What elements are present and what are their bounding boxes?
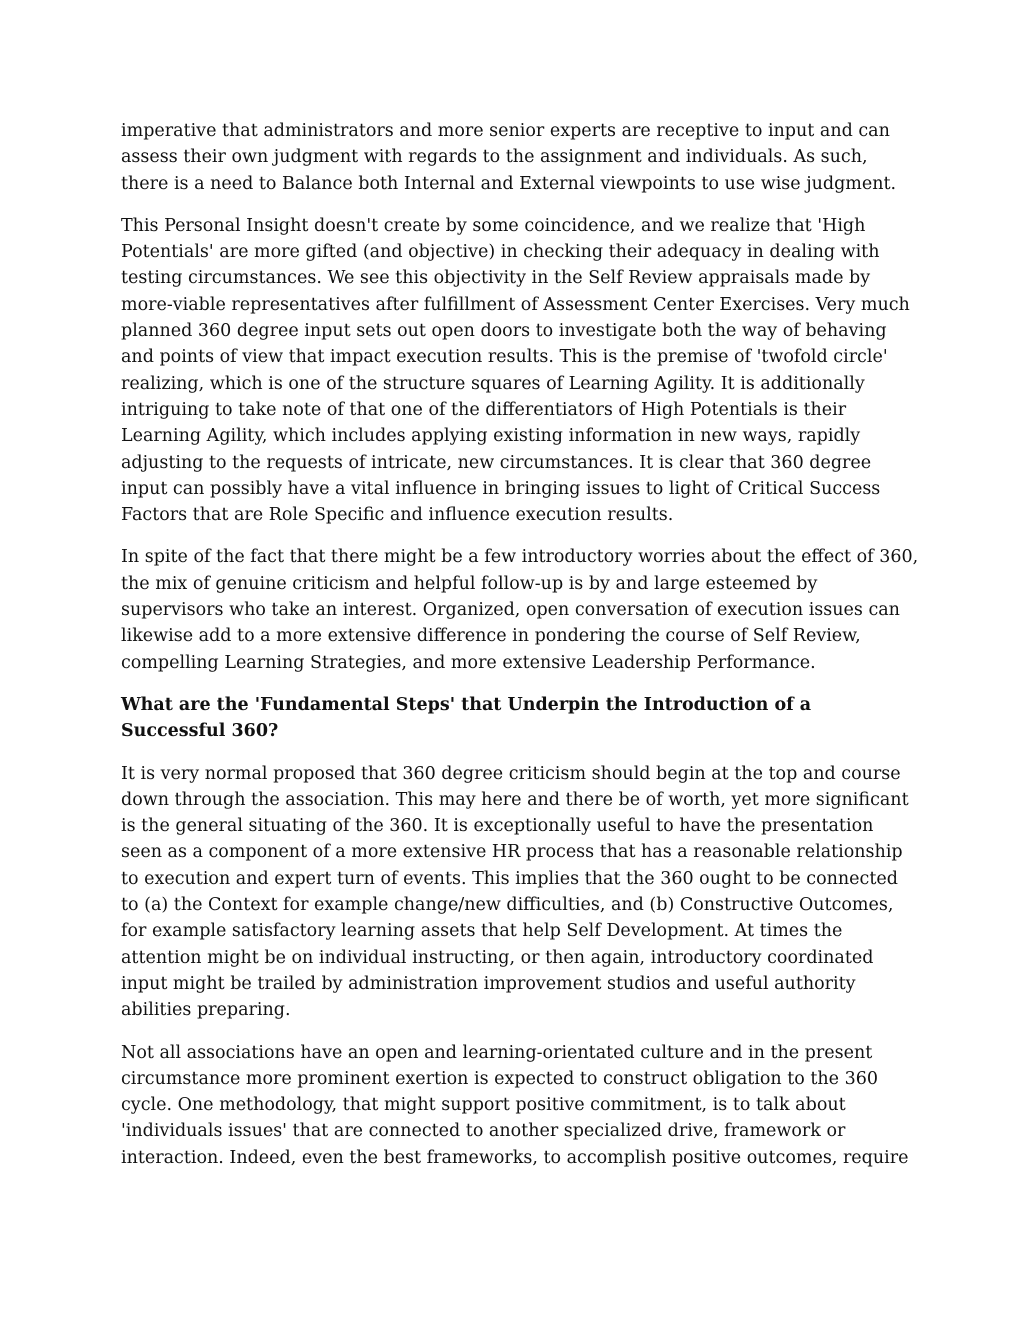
text-line: Successful 360? <box>121 721 279 742</box>
text-line: intriguing to take note of that one of the differentiators of High Potentials is their <box>121 399 847 420</box>
text-line: and points of view that impact execution results. This is the premise of 'twofold circle' <box>121 347 888 368</box>
text-line: 'individuals issues' that are connected to another specialized drive, framework or <box>121 1121 846 1142</box>
text-line: to (a) the Context for example change/new difficulties, and (b) Constructive Outcomes, <box>121 895 894 916</box>
text-line: interaction. Indeed, even the best frameworks, to accomplish positive outcomes, require <box>121 1147 909 1168</box>
text-line: Learning Agility, which includes applying existing information in new ways, rapidly <box>121 426 861 447</box>
text-line: cycle. One methodology, that might support positive commitment, is to talk about <box>121 1095 846 1116</box>
text-line: Not all associations have an open and learning-orientated culture and in the present <box>121 1042 873 1063</box>
paragraph <box>121 1040 911 1171</box>
text-line: testing circumstances. We see this objectivity in the Self Review appraisals made by <box>121 268 871 289</box>
section-heading <box>121 692 911 745</box>
document-body <box>121 118 919 1187</box>
text-line: input might be trailed by administration improvement studios and useful authority <box>121 973 856 994</box>
text-line: Factors that are Role Specific and influence execution results. <box>121 505 674 526</box>
text-line: In spite of the fact that there might be a few introductory worries about the effect of 360, <box>121 547 919 568</box>
text-line: down through the association. This may here and there be of worth, yet more significant <box>121 789 909 810</box>
text-line: seen as a component of a more extensive HR process that has a reasonable relationship <box>121 842 903 863</box>
text-line: supervisors who take an interest. Organized, open conversation of execution issues can <box>121 600 900 621</box>
text-line: more-viable representatives after fulfillment of Assessment Center Exercises. Very much <box>121 294 910 315</box>
text-line: imperative that administrators and more senior experts are receptive to input and can <box>121 121 890 141</box>
text-line: attention might be on individual instructing, or then again, introductory coordinated <box>121 947 874 968</box>
text-line: for example satisfactory learning assets that help Self Development. At times the <box>121 921 843 942</box>
text-line: realizing, which is one of the structure squares of Learning Agility. It is additionally <box>121 373 865 394</box>
text-line: input can possibly have a vital influence in bringing issues to light of Critical Success <box>121 478 881 499</box>
text-line: What are the 'Fundamental Steps' that Underpin the Introduction of a <box>121 694 812 715</box>
paragraph <box>121 761 911 1024</box>
text-line: abilities preparing. <box>121 1000 291 1021</box>
paragraph <box>121 118 911 197</box>
text-line: to execution and expert turn of events. This implies that the 360 ought to be connected <box>121 868 898 889</box>
text-line: adjusting to the requests of intricate, new circumstances. It is clear that 360 degree <box>121 452 872 473</box>
text-line: planned 360 degree input sets out open doors to investigate both the way of behaving <box>121 321 887 342</box>
paragraph <box>121 544 919 675</box>
text-line: Potentials' are more gifted (and objective) in checking their adequacy in dealing with <box>121 242 880 263</box>
text-line: there is a need to Balance both Internal and External viewpoints to use wise judgment. <box>121 173 897 194</box>
text-line: is the general situating of the 360. It is exceptionally useful to have the presentation <box>121 816 874 837</box>
text-line: compelling Learning Strategies, and more extensive Leadership Performance. <box>121 652 816 673</box>
paragraph <box>121 213 911 529</box>
text-line: This Personal Insight doesn't create by some coincidence, and we realize that 'High <box>121 215 866 236</box>
text-line: likewise add to a more extensive difference in pondering the course of Self Review, <box>121 626 861 647</box>
text-line: circumstance more prominent exertion is expected to construct obligation to the 360 <box>121 1068 879 1089</box>
text-line: the mix of genuine criticism and helpful follow-up is by and large esteemed by <box>121 573 818 594</box>
text-line: It is very normal proposed that 360 degree criticism should begin at the top and course <box>121 763 901 784</box>
text-line: assess their own judgment with regards to the assignment and individuals. As such, <box>121 147 868 168</box>
